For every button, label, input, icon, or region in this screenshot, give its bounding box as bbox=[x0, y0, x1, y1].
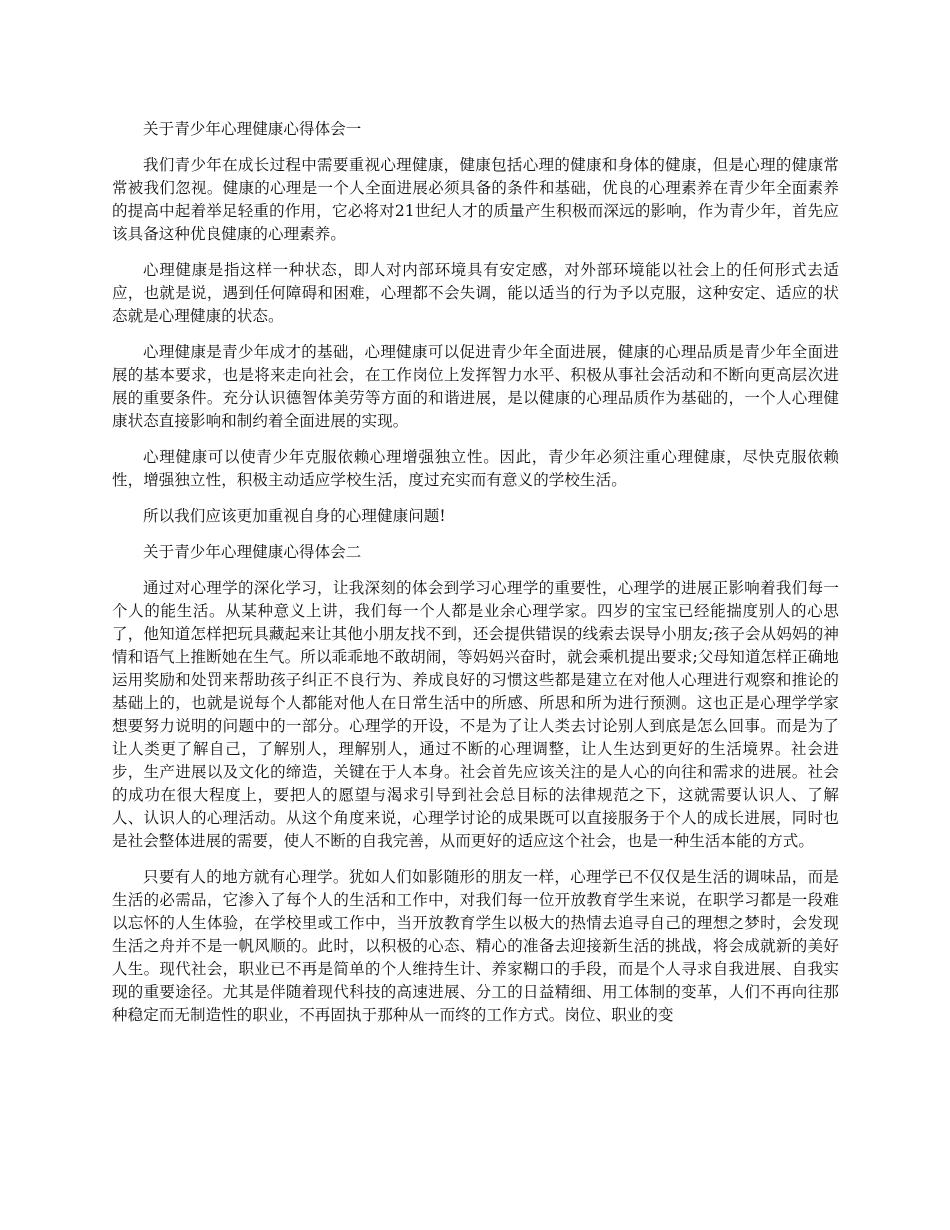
section-heading-2: 关于青少年心理健康心得体会二 bbox=[143, 543, 362, 561]
body-paragraph: 心理健康是青少年成才的基础，心理健康可以促进青少年全面进展，健康的心理品质是青少年全面进展的基本要求，也是将来走向社会，在工作岗位上发挥智力水平、积极从事社会活动和不断向更高层次进展的重要条件。充分认识德智体美劳等方面的和谐进展，是以健康的心理品质作为基础的，一个人心理健康状态直接影响和制约着全面进展的实现。 bbox=[112, 343, 839, 430]
body-paragraph: 心理健康是指这样一种状态，即人对内部环境具有安定感，对外部环境能以社会上的任何形式去适应，也就是说，遇到任何障碍和困难，心理都不会失调，能以适当的行为予以克服，这种安定、适应的状态就是心理健康的状态。 bbox=[112, 261, 839, 325]
body-paragraph: 只要有人的地方就有心理学。犹如人们如影随形的朋友一样，心理学已不仅仅是生活的调味品，而是生活的必需品，它渗入了每个人的生活和工作中，对我们每一位开放教育学生来说，在职学习都是一段难以忘怀的人生体验，在学校里或工作中，当开放教育学生以极大的热情去追寻自己的理想之梦时，会发现生活之舟并不是一帆风顺的。此时，以积极的心态、精心的准备去迎接新生活的挑战，将会成就新的美好人生。现代社会，职业已不再是简单的个人维持生计、养家糊口的手段，而是个人寻求自我进展、自我实现的重要途径。尤其是伴随着现代科技的高速进展、分工的日益精细、用工体制的变革，人们不再向往那种稳定而无制造性的职业，不再固执于那种从一而终的工作方式。岗位、职业的变 bbox=[112, 868, 839, 1024]
body-paragraph: 所以我们应该更加重视自身的心理健康问题! bbox=[143, 507, 446, 525]
document-page bbox=[112, 118, 839, 1040]
body-paragraph: 我们青少年在成长过程中需要重视心理健康，健康包括心理的健康和身体的健康，但是心理的健康常常被我们忽视。健康的心理是一个人全面进展必须具备的条件和基础，优良的心理素养在青少年全面素养的提高中起着举足轻重的作用，它必将对21世纪人才的质量产生积极而深远的影响，作为青少年，首先应该具备这种优良健康的心理素养。 bbox=[112, 156, 839, 243]
body-paragraph: 通过对心理学的深化学习，让我深刻的体会到学习心理学的重要性，心理学的进展正影响着我们每一个人的能生活。从某种意义上讲，我们每一个人都是业余心理学家。四岁的宝宝已经能揣度别人的心思了，他知道怎样把玩具藏起来让其他小朋友找不到，还会提供错误的线索去误导小朋友;孩子会从妈妈的神情和语气上推断她在生气。所以乖乖地不敢胡闹，等妈妈兴奋时，就会乘机提出要求;父母知道怎样正确地运用奖励和处罚来帮助孩子纠正不良行为、养成良好的习惯这些都是建立在对他人心理进行观察和推论的基础上的，也就是说每个人都能对他人在日常生活中的所感、所思和所为进行预测。这也正是心理学学家想要努力说明的问题中的一部分。心理学的开设，不是为了让人类去讨论别人到底是怎么回事。而是为了让人类更了解自己，了解别人，理解别人，通过不断的心理调整，让人生达到更好的生活境界。社会进步，生产进展以及文化的缔造，关键在于人本身。社会首先应该关注的是人心的向往和需求的进展。社会的成功在很大程度上，要把人的愿望与渴求引导到社会总目标的法律规范之下，这就需要认识人、了解人、认识人的心理活动。从这个角度来说，心理学讨论的成果既可以直接服务于个人的成长进展，同时也是社会整体进展的需要，使人不断的自我完善，从而更好的适应这个社会，也是一种生活本能的方式。 bbox=[112, 579, 839, 850]
section-heading-1: 关于青少年心理健康心得体会一 bbox=[143, 120, 362, 138]
body-paragraph: 心理健康可以使青少年克服依赖心理增强独立性。因此，青少年必须注重心理健康，尽快克服依赖性，增强独立性，积极主动适应学校生活，度过充实而有意义的学校生活。 bbox=[112, 448, 839, 489]
